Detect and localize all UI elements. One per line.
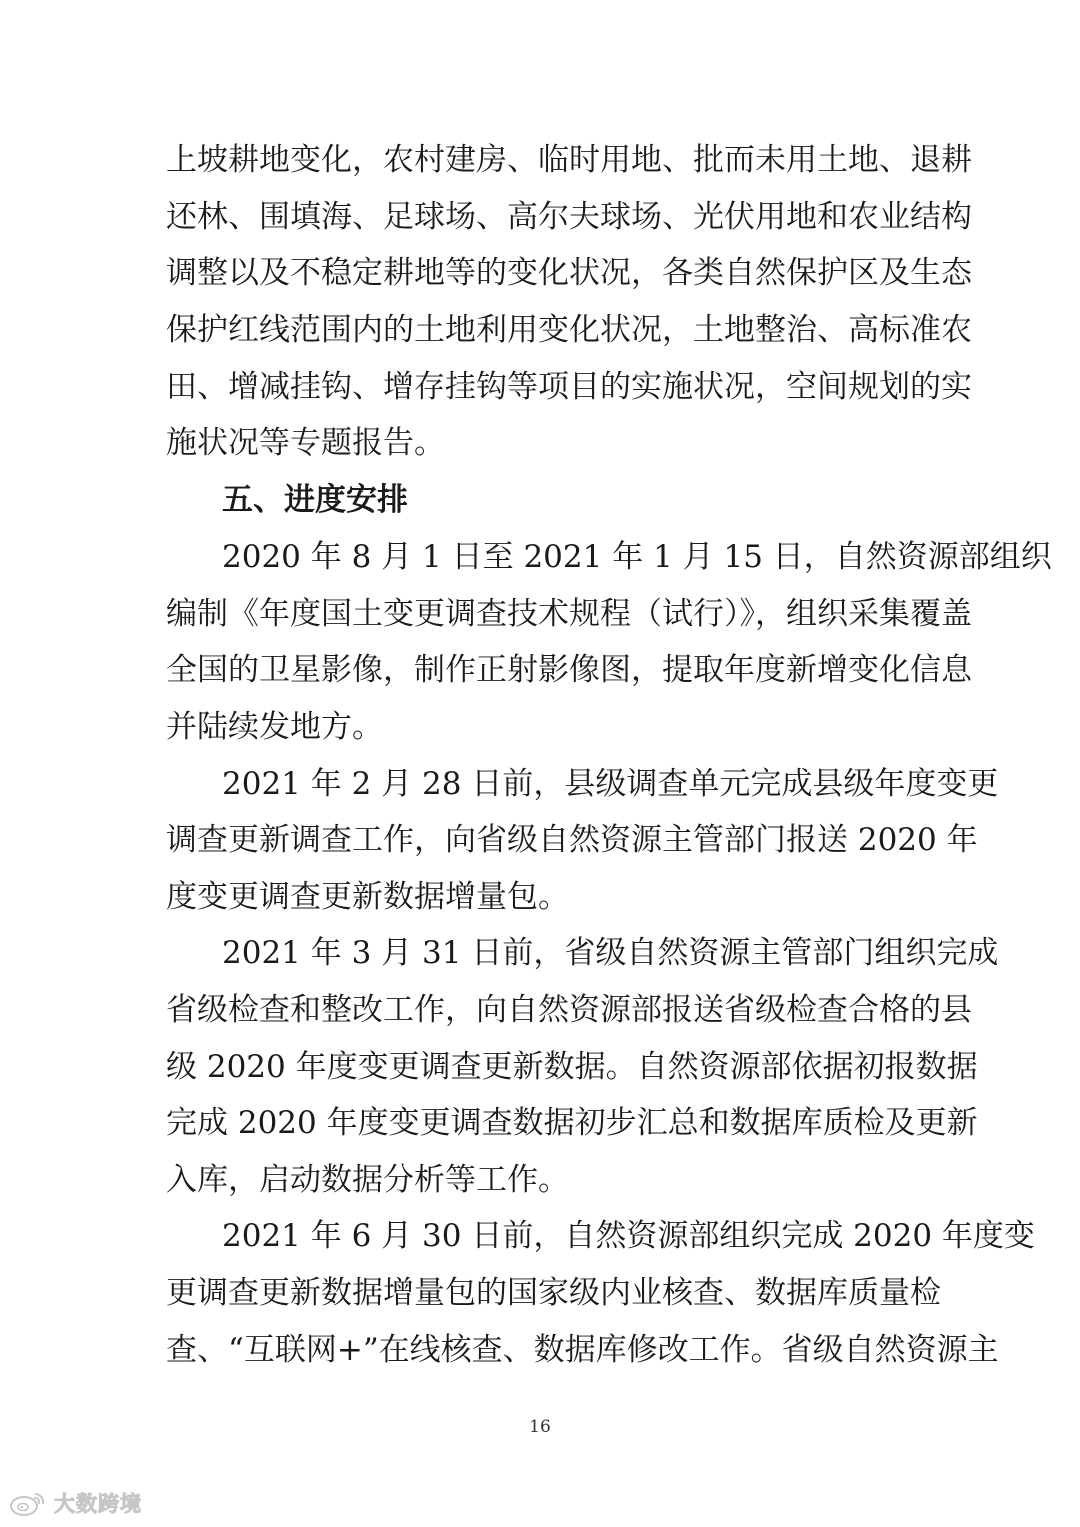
body-text-line: 查、“互联网+”在线核查、数据库修改工作。省级自然资源主 <box>166 1332 999 1368</box>
paragraph-first-line: 2021 年 2 月 28 日前，县级调查单元完成县级年度变更 <box>222 766 999 802</box>
body-text-line: 调查更新调查工作，向省级自然资源主管部门报送 2020 年 <box>166 822 978 858</box>
body-text-line: 并陆续发地方。 <box>166 709 383 745</box>
body-text-line: 度变更调查更新数据增量包。 <box>166 879 569 915</box>
body-text-line: 还林、围填海、足球场、高尔夫球场、光伏用地和农业结构 <box>166 199 972 235</box>
body-text-line: 级 2020 年度变更调查更新数据。自然资源部依据初报数据 <box>166 1049 978 1085</box>
paragraph-first-line: 2021 年 6 月 30 日前，自然资源部组织完成 2020 年度变 <box>222 1218 1035 1254</box>
section-heading: 五、进度安排 <box>222 482 408 518</box>
body-text-line: 上坡耕地变化，农村建房、临时用地、批而未用土地、退耕 <box>166 142 972 178</box>
weibo-logo-icon <box>8 1489 48 1517</box>
watermark-text: 大数跨境 <box>54 1492 142 1516</box>
body-text-line: 田、增减挂钩、增存挂钩等项目的实施状况，空间规划的实 <box>166 369 972 405</box>
paragraph-first-line: 2020 年 8 月 1 日至 2021 年 1 月 15 日，自然资源部组织 <box>222 539 1052 575</box>
body-text-line: 更调查更新数据增量包的国家级内业核查、数据库质量检 <box>166 1275 941 1311</box>
body-text-line: 编制《年度国土变更调查技术规程（试行）》，组织采集覆盖 <box>166 596 972 632</box>
body-text-line: 完成 2020 年度变更调查数据初步汇总和数据库质检及更新 <box>166 1105 978 1141</box>
page-number: 16 <box>529 1417 551 1437</box>
watermark <box>8 1488 142 1518</box>
body-text-line: 入库，启动数据分析等工作。 <box>166 1162 569 1198</box>
body-text-line: 省级检查和整改工作，向自然资源部报送省级检查合格的县 <box>166 992 972 1028</box>
paragraph-first-line: 2021 年 3 月 31 日前，省级自然资源主管部门组织完成 <box>222 935 999 971</box>
body-text-line: 施状况等专题报告。 <box>166 425 445 461</box>
body-text-line: 调整以及不稳定耕地等的变化状况，各类自然保护区及生态 <box>166 255 972 291</box>
body-text-line: 全国的卫星影像，制作正射影像图，提取年度新增变化信息 <box>166 652 972 688</box>
body-text-line: 保护红线范围内的土地利用变化状况，土地整治、高标准农 <box>166 312 972 348</box>
